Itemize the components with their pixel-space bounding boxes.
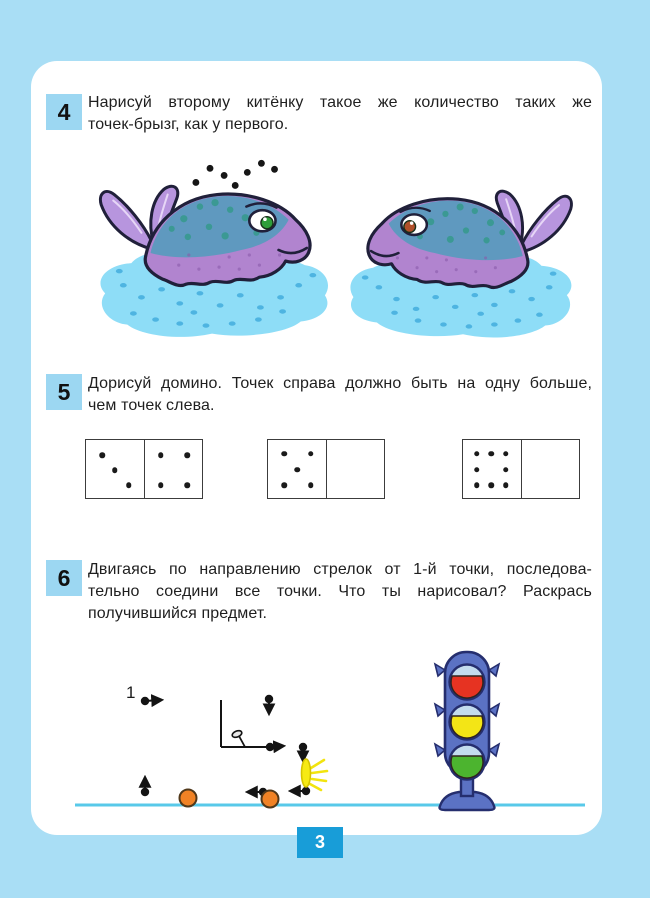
dot-arrows: [142, 696, 309, 795]
door-handle-hint: [231, 729, 245, 747]
start-point-label: 1: [126, 683, 136, 702]
domino-2: [267, 439, 385, 499]
task-4-line-1: Нарисуй второму китёнку такое же количество таких же: [88, 94, 592, 111]
domino-3: [462, 439, 580, 499]
task-4-instructions: [88, 92, 592, 136]
domino-1-left-half: [86, 440, 145, 498]
headlight-icon: [302, 759, 328, 790]
task-6-line-2: тельно соедини все точки. Что ты нарисовал? Раскрась: [88, 583, 592, 600]
page-number-badge: [297, 827, 343, 858]
task-6-number-badge: [46, 560, 82, 596]
first-whale-illustration: [83, 156, 335, 348]
domino-3-right-half: [522, 440, 580, 498]
wheel-left: [180, 790, 197, 807]
task-5-number-badge: [46, 374, 82, 410]
second-whale-illustration: [343, 162, 589, 348]
domino-1: [85, 439, 203, 499]
task-4-line-2: точек-брызг, как у первого.: [88, 116, 289, 133]
task-6-line-1: Двигаясь по направлению стрелок от 1-й точки, последова-: [88, 561, 592, 578]
wheel-right: [262, 791, 279, 808]
task-4-number-badge: [46, 94, 82, 130]
task-6-number: 6: [57, 564, 71, 591]
connect-dots-diagram: [40, 640, 600, 820]
task-5-number: 5: [57, 378, 71, 405]
task-5-line-2: чем точек слева.: [88, 397, 215, 414]
task-5-instructions: [88, 373, 592, 417]
page-number: 3: [314, 832, 325, 852]
task-6-instructions: [88, 559, 592, 625]
domino-2-right-half: [327, 440, 385, 498]
domino-3-left-half: [463, 440, 522, 498]
worksheet-card: [31, 61, 602, 835]
domino-1-right-half: [145, 440, 203, 498]
domino-2-left-half: [268, 440, 327, 498]
task-5-line-1: Дорисуй домино. Точек справа должно быть на одну больше,: [88, 375, 592, 392]
traffic-light-illustration: [435, 652, 499, 810]
spray-dots: [192, 160, 277, 189]
task-4-number: 4: [57, 98, 71, 125]
task-6-line-3: получившийся предмет.: [88, 605, 268, 622]
